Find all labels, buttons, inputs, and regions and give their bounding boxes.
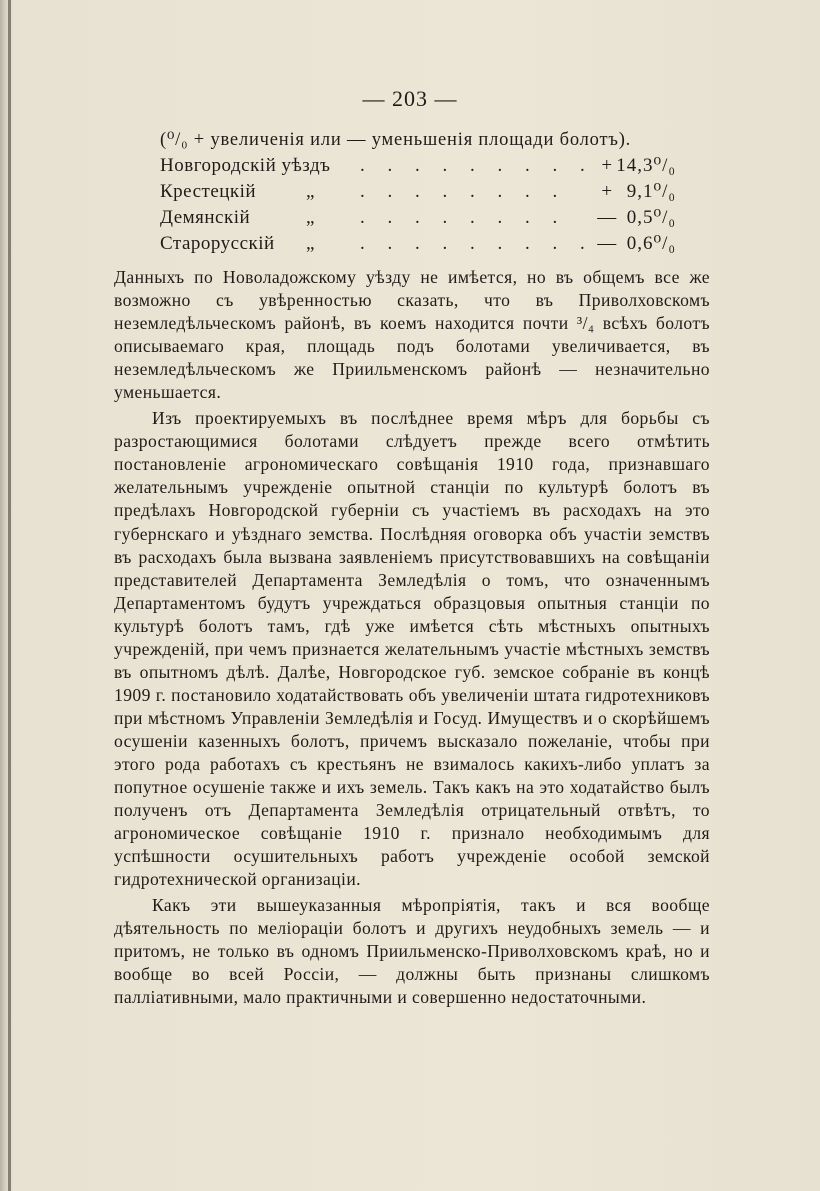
change-sign: + (601, 181, 613, 202)
ditto-mark: „ (306, 207, 315, 228)
swamp-area-change-table (160, 128, 690, 257)
ditto-mark: „ (306, 181, 315, 202)
table-rows (160, 153, 690, 257)
body-text (114, 266, 710, 1010)
page-number: — 203 — (362, 86, 458, 111)
paragraph: Какъ эти вышеуказанныя мѣропріятія, такъ и вся вообще дѣятельность по меліораціи болотъ и другихъ неудобныхъ земель — и притомъ, не только въ одномъ Приильменско-Приволховскомъ краѣ, но и вообще во всей Россіи, — должны быть признаны слишкомъ палліативными, мало практичными и совершенно недостаточными. (114, 895, 710, 1008)
leader-dots: . . . . . . . . . (360, 155, 594, 176)
change-sign: — (597, 207, 617, 228)
table-row (160, 179, 690, 205)
leader-dots: . . . . . . . . . (360, 233, 594, 254)
change-value: 14,3⁰/₀ (616, 155, 676, 176)
table-row (160, 231, 690, 257)
table-note: (⁰/₀ + увеличенія или — уменьшенія площади болотъ). (160, 130, 632, 150)
change-value: 0,5⁰/₀ (626, 207, 676, 228)
page-spine-edge (8, 0, 11, 1191)
change-sign: — (597, 233, 617, 254)
district-name: Старорусскій (160, 233, 275, 254)
leader-dots: . . . . . . . . (360, 207, 567, 228)
table-row (160, 153, 690, 179)
change-sign: + (601, 155, 613, 176)
leader-dots: . . . . . . . . (360, 181, 567, 202)
district-name: Новгородскій уѣздъ (160, 155, 331, 176)
district-name: Крестецкій (160, 181, 257, 202)
change-value: 0,6⁰/₀ (626, 233, 676, 254)
paragraph: Изъ проектируемыхъ въ послѣднее время мѣръ для борьбы съ разростающимися болотами слѣдуетъ прежде всего отмѣтить постановленіе агрономическаго совѣщанія 1910 года, признавшаго желательнымъ учрежденіе опытной станціи по культурѣ болотъ въ предѣлахъ Новгородской губерніи съ участіемъ въ расходахъ на это губернскаго и уѣзднаго земства. Послѣдняя оговорка объ участіи земствъ въ расходахъ была вызвана заявленіемъ присутствовавшихъ на совѣщаніи представителей Департамента Земледѣлія о томъ, что означеннымъ Департаментомъ будутъ учреждаться образцовыя опытныя станціи по культурѣ болотъ тамъ, гдѣ уже имѣется сѣть мѣстныхъ опытныхъ учрежденій, при чемъ признается желательнымъ участіе мѣстныхъ земствъ въ опытномъ дѣлѣ. Далѣе, Новгородское губ. земское собраніе въ концѣ 1909 г. постановило ходатайствовать объ увеличеніи штата гидротехниковъ при мѣстномъ Управленіи Земледѣлія и Госуд. Имуществъ и о скорѣйшемъ осушеніи казенныхъ болотъ, причемъ высказало пожеланіе, чтобы при этого рода работахъ съ крестьянъ не взималось какихъ-либо уплатъ за попутное осушеніе также и ихъ земель. Такъ какъ на это ходатайство былъ полученъ отъ Департамента Земледѣлія отрицательный отвѣтъ, то агрономическое совѣщаніе 1910 г. признало необходимымъ для успѣшности осушительныхъ работъ учрежденіе особой земской гидротехнической организаціи. (114, 408, 710, 890)
change-value: 9,1⁰/₀ (626, 181, 676, 202)
ditto-mark: „ (306, 233, 315, 254)
table-row (160, 205, 690, 231)
paragraph: Данныхъ по Новоладожскому уѣзду не имѣется, но въ общемъ все же возможно съ увѣренностью сказать, что въ Приволховскомъ неземледѣльческомъ районѣ, въ коемъ находится почти ³/₄ всѣхъ болотъ описываемаго края, площадь подъ болотами увеличивается, въ неземледѣльческомъ же Приильменскомъ районѣ — незначительно уменьшается. (114, 267, 710, 403)
district-name: Демянскій (160, 207, 251, 228)
